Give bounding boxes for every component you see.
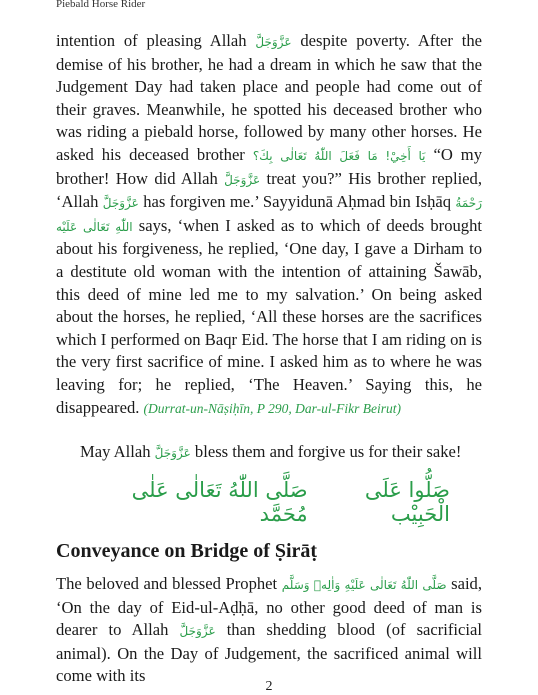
paragraph-1-text: says, ‘when I asked as to which of deeds brought about his forgiveness, he replied, ‘One day, I gave a Dirham to a destitute old woman with the intention of attaining Šawāb, this deed of mine led me to my salvation.’ On being asked about the horses, he replied, ‘All these horses are the sacrifices which I performed on Baqr Eid. The horse that I am riding on is the very first sacrifice of mine. I asked him as to where he was leaving for; he replied, ‘The Heaven.’ Saying this, he disappeared.: [56, 215, 482, 417]
paragraph-2-text: The beloved and blessed Prophet: [56, 574, 278, 593]
honorific-prophet: صَلَّى اللّٰهُ تَعَالٰى عَلَيْهِ وَاٰلِهٖ وَسَلَّم: [281, 578, 447, 592]
paragraph-1-text: has forgiven me.’ Sayyidunā Aḥmad bin Isḥāq: [143, 192, 452, 212]
honorific-allah: عَزَّوَجَلَّ: [179, 624, 216, 639]
paragraph-2: [56, 573, 482, 688]
salawat-line: [90, 478, 450, 526]
citation: (Durrat-un-Nāṣiḥīn, P 290, Dar-ul-Fikr Beirut): [143, 400, 402, 416]
closing-text: bless them and forgive us for their sake!: [194, 442, 462, 461]
honorific-brother-address: يَا أَخِيْ! مَا فَعَلَ اللّٰهُ تَعَالٰى بِكَ؟: [252, 148, 426, 163]
paragraph-1-text: “O my brother! How did Allah: [56, 144, 483, 188]
honorific-rahmatullah: رَحْمَةُ اللّٰهِ تَعَالٰى عَلَيْه: [56, 196, 483, 234]
salawat-right: صَلُّوا عَلَى الْحَبِيْب: [364, 478, 450, 526]
running-title: Piebald Horse Rider: [56, 0, 146, 10]
honorific-allah: عَزَّوَجَلَّ: [102, 196, 139, 211]
paragraph-1-text: treat you?” His brother replied, ‘Allah: [56, 168, 482, 212]
paragraph-2-text: than shedding blood (of sacrificial animal). On the Day of Judgement, the sacrificed animal will come with its: [56, 620, 482, 686]
section-heading: Conveyance on Bridge of Ṣirāṭ: [56, 540, 318, 562]
salawat-left: صَلَّى اللّٰهُ تَعَالٰى عَلٰى مُحَمَّد: [131, 478, 308, 526]
closing-text: May Allah: [80, 442, 151, 461]
honorific-allah: عَزَّوَجَلَّ: [224, 172, 261, 187]
honorific-allah: عَزَّوَجَلَّ: [154, 446, 191, 460]
honorific-allah: عَزَّوَجَلَّ: [255, 35, 292, 49]
paragraph-2-text: said, ‘On the day of Eid-ul-Aḍḥā, no other good deed of man is dearer to Allah: [56, 574, 483, 640]
paragraph-1-text: despite poverty. After the demise of his brother, he had a dream in which he saw that the Judgement Day had taken place and people had come out of their graves. Meanwhile, he spotted his deceased brother who was riding a piebald horse, followed by many other horses. He asked his deceased brother: [56, 31, 482, 164]
paragraph-1: [56, 30, 482, 420]
page-number: 2: [265, 679, 273, 694]
closing-prayer: [80, 441, 461, 464]
paragraph-1-text: intention of pleasing Allah: [56, 31, 247, 50]
